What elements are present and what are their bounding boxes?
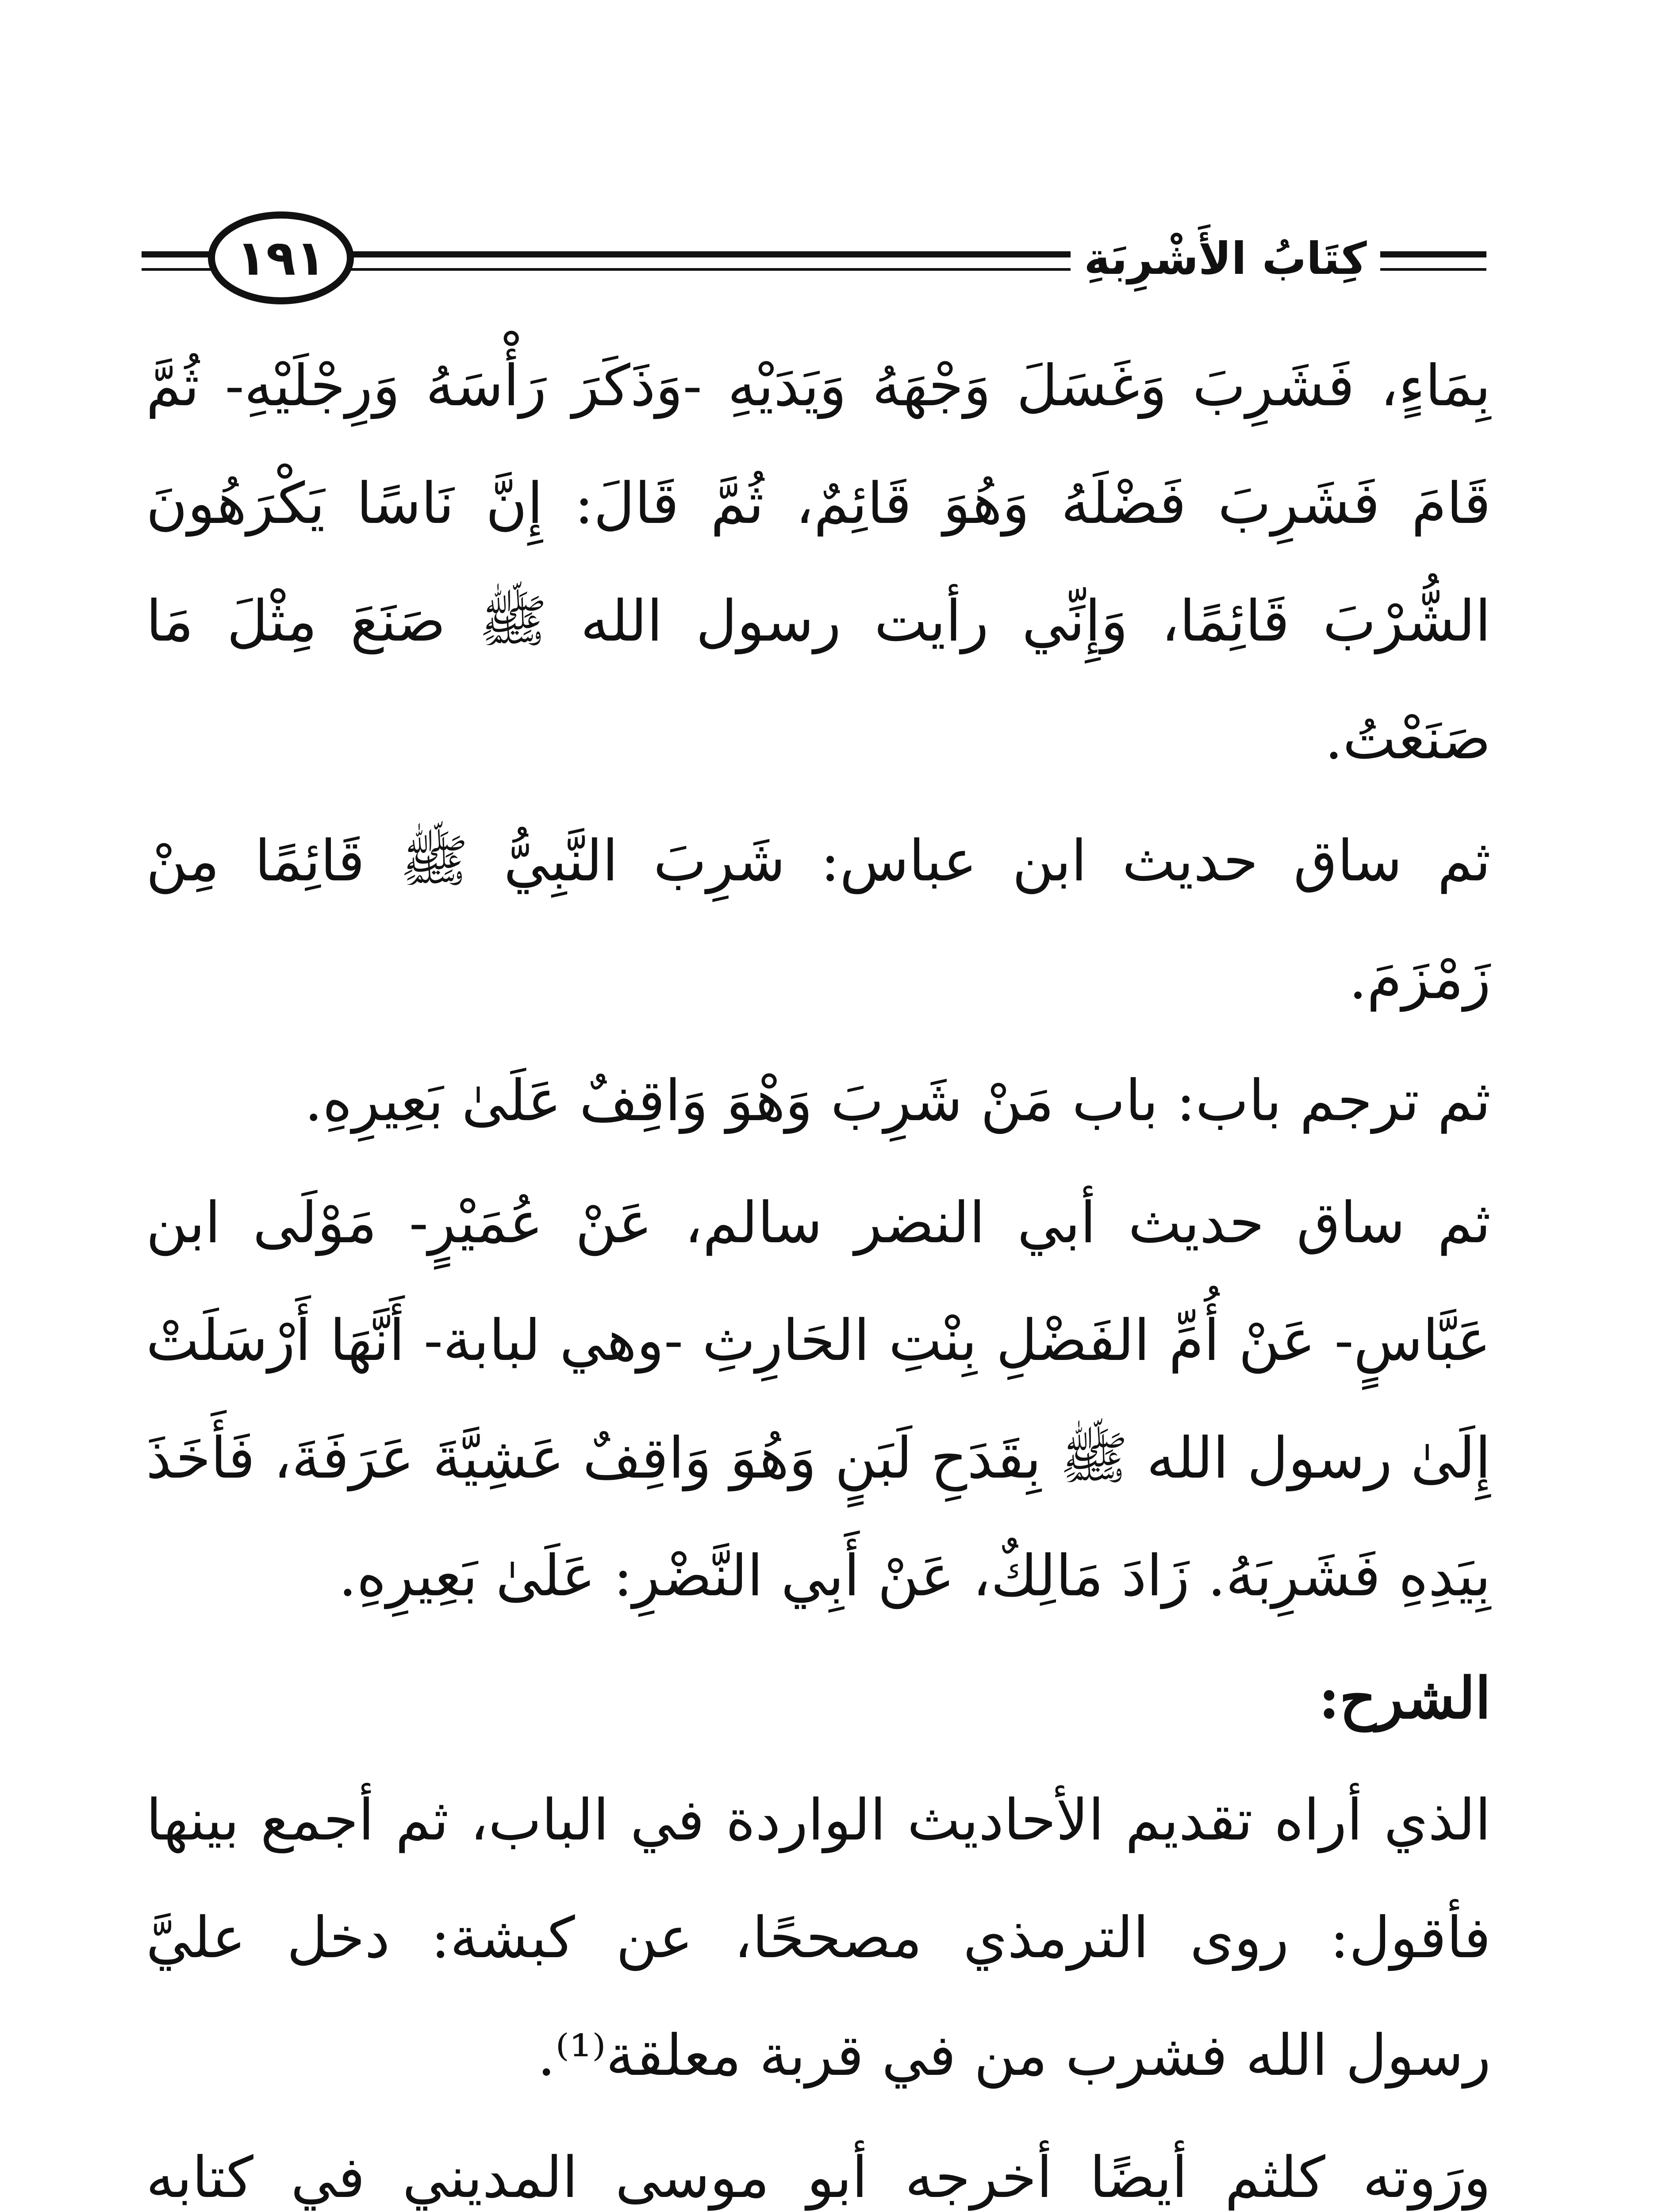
section-heading: الشرح: — [1318, 1665, 1491, 1732]
paragraph: ثم ساق حديث ابن عباس: شَرِبَ النَّبِيُّ ﷺ قَائِمًا مِنْ زَمْزَمَ. — [146, 828, 1491, 1012]
paragraph: بِمَاءٍ، فَشَرِبَ وَغَسَلَ وَجْهَهُ وَيَدَيْهِ -وَذَكَرَ رَأْسَهُ وَرِجْلَيْهِ- ثُمَّ قَامَ فَشَرِبَ فَضْلَهُ وَهُوَ قَائِمٌ، ثُمَّ قَالَ: إِنَّ نَاسًا يَكْرَهُونَ الشُّرْبَ قَائِمًا، وَإِنِّي رأيت رسول الله ﷺ صَنَعَ مِثْلَ مَا صَنَعْتُ. — [146, 353, 1491, 772]
page-number-badge — [208, 211, 354, 304]
book-title: كِتَابُ الأَشْرِبَةِ — [1084, 233, 1367, 284]
paragraph: ورَوته كلثم أيضًا أخرجه أبو موسى المديني في كتابه — [146, 2145, 1491, 2211]
header-rule-right — [1380, 251, 1486, 271]
main-text — [146, 327, 1491, 2212]
page-number: ١٩١ — [236, 230, 326, 286]
page-header — [142, 208, 1486, 314]
paragraph: الذي أراه تقديم الأحاديث الواردة في الباب، ثم أجمع بينها فأقول: روى الترمذي مصححًا، عن كبشة: دخل عليَّ رسول الله فشرب من في قربة معلقة⁽¹⁾. — [146, 1787, 1491, 2089]
paragraph: ثم ترجم باب: باب مَنْ شَرِبَ وَهْوَ وَاقِفٌ عَلَىٰ بَعِيرِهِ. — [304, 1068, 1491, 1134]
paragraph: ثم ساق حديث أبي النضر سالم، عَنْ عُمَيْرٍ- مَوْلَى ابن عَبَّاسٍ- عَنْ أُمِّ الفَضْلِ بِنْتِ الحَارِثِ -وهي لبابة- أَنَّهَا أَرْسَلَتْ إِلَىٰ رسول الله ﷺ بِقَدَحِ لَبَنٍ وَهُوَ وَاقِفٌ عَشِيَّةَ عَرَفَةَ، فَأَخَذَ بِيَدِهِ فَشَرِبَهُ. زَادَ مَالِكٌ، عَنْ أَبِي النَّضْرِ: عَلَىٰ بَعِيرِهِ. — [146, 1190, 1491, 1609]
